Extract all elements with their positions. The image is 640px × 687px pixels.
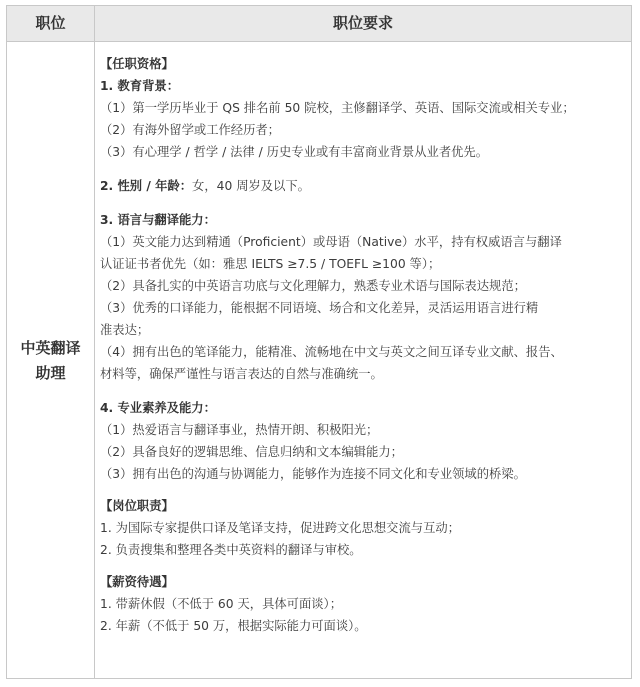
- spacer: [100, 163, 620, 175]
- position-name-line1: 中英翻译: [20, 339, 81, 357]
- gender-age-line: [100, 175, 620, 197]
- education-item: （3）有心理学 / 哲学 / 法律 / 历史专业或有丰富商业背景从业者优先。: [100, 145, 489, 159]
- quality-item: （1）热爱语言与翻译事业，热情开朗、积极阳光；: [100, 423, 379, 437]
- salary-item: 2. 年薪（不低于 50 万，根据实际能力可面谈）。: [100, 619, 367, 633]
- language-item: （3）优秀的口译能力，能根据不同语境、场合和文化差异，灵活运用语言进行精: [100, 301, 539, 315]
- qualifications-title: 【任职资格】: [100, 57, 174, 71]
- salary-item: 1. 带薪休假（不低于 60 天，具体可面谈）；: [100, 597, 343, 611]
- quality-title: 4. 专业素养及能力：: [100, 401, 216, 415]
- education-title: 1. 教育背景：: [100, 79, 179, 93]
- header-position: 职位: [35, 14, 66, 32]
- language-item: 材料等，确保严谨性与语言表达的自然与准确统一。: [100, 367, 383, 381]
- language-item: （4）拥有出色的笔译能力，能精准、流畅地在中文与英文之间互译专业文献、报告、: [100, 345, 563, 359]
- gender-age-value: 女，40 周岁及以下。: [192, 179, 310, 193]
- spacer: [100, 385, 620, 397]
- duties-title: 【岗位职责】: [100, 499, 174, 513]
- duties-item: 2. 负责搜集和整理各类中英资料的翻译与审校。: [100, 543, 362, 557]
- spacer: [100, 197, 620, 209]
- quality-item: （3）拥有出色的沟通与协调能力，能够作为连接不同文化和专业领域的桥梁。: [100, 467, 526, 481]
- duties-item: 1. 为国际专家提供口译及笔译支持，促进跨文化思想交流与互动；: [100, 521, 460, 535]
- table-header: [7, 6, 631, 42]
- salary-title: 【薪资待遇】: [100, 575, 174, 589]
- spacer: [100, 561, 620, 571]
- language-item: （1）英文能力达到精通（Proficient）或母语（Native）水平，持有权威语言与翻译: [100, 235, 562, 249]
- education-item: （1）第一学历毕业于 QS 排名前 50 院校，主修翻译学、英语、国际交流或相关专业；: [100, 101, 575, 115]
- language-item: 准表达；: [100, 323, 150, 337]
- requirements-content: [100, 53, 620, 637]
- column-divider: [94, 42, 95, 678]
- position-name-line2: 助理: [35, 364, 66, 382]
- language-item: 认证证书者优先（如：雅思 IELTS ≥7.5 / TOEFL ≥100 等）；: [100, 257, 441, 271]
- language-title: 3. 语言与翻译能力：: [100, 213, 216, 227]
- language-item: （2）具备扎实的中英语言功底与文化理解力，熟悉专业术语与国际表达规范；: [100, 279, 526, 293]
- gender-age-label: 2. 性别 / 年龄：: [100, 179, 193, 193]
- spacer: [100, 485, 620, 495]
- position-name: [7, 336, 94, 386]
- quality-item: （2）具备良好的逻辑思维、信息归纳和文本编辑能力；: [100, 445, 403, 459]
- header-requirements: 职位要求: [94, 6, 631, 41]
- education-item: （2）有海外留学或工作经历者；: [100, 123, 280, 137]
